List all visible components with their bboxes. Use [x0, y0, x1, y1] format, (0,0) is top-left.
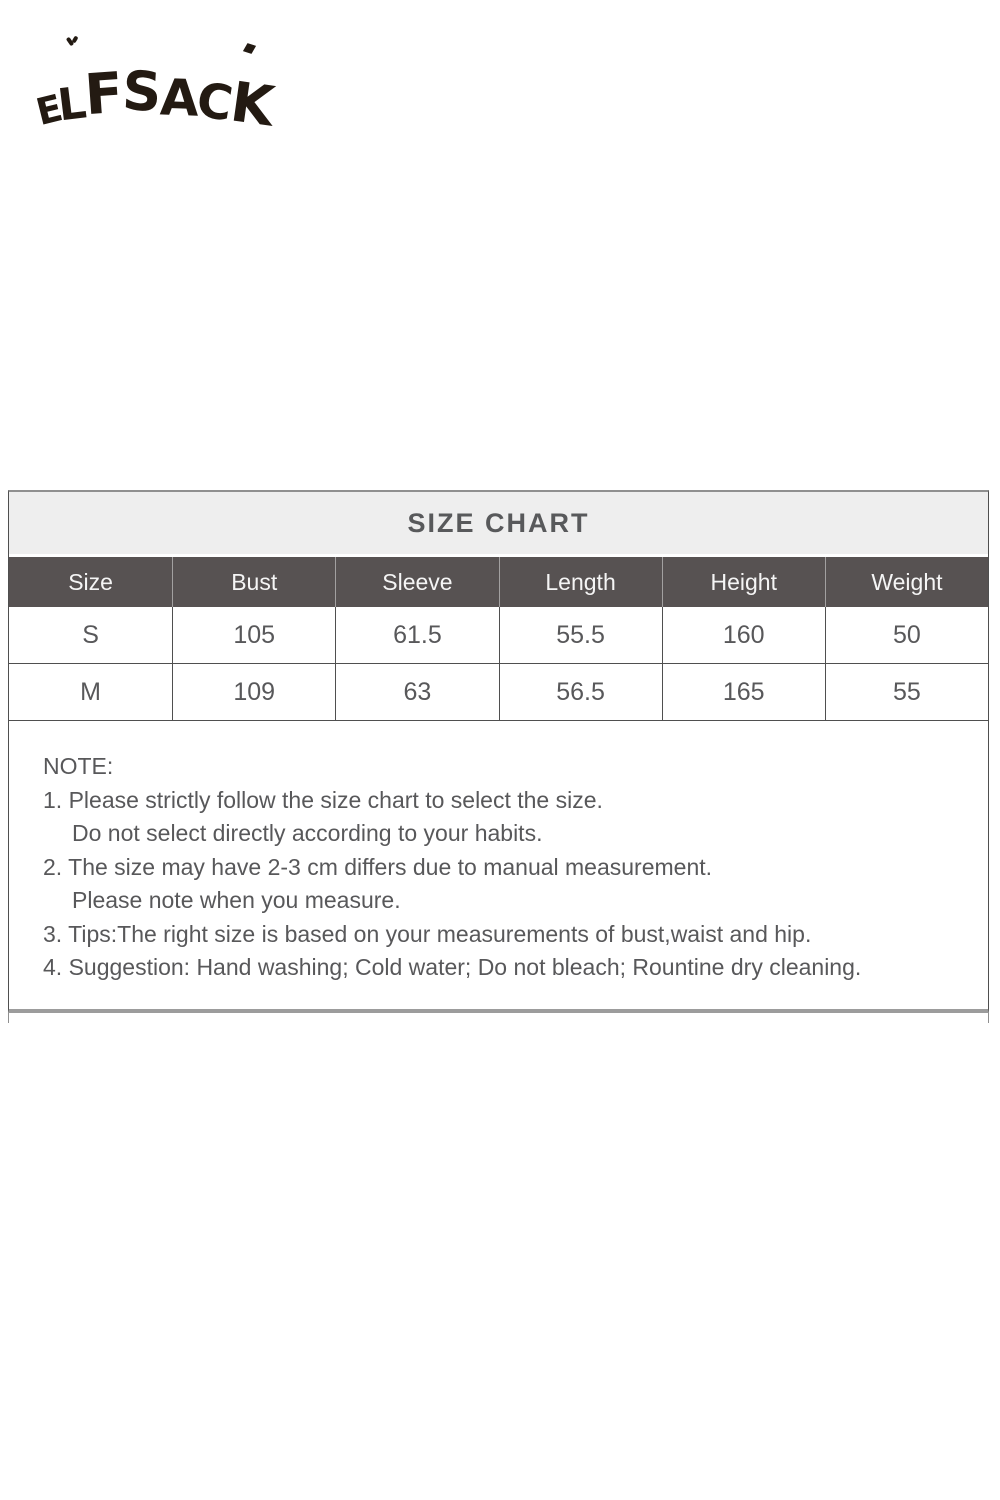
logo-letter: L	[55, 77, 88, 132]
logo-accent-mark	[66, 36, 78, 46]
cell-weight: 50	[825, 607, 988, 663]
cell-height: 165	[662, 664, 825, 720]
size-chart-notes	[9, 721, 988, 1011]
logo-letter: E	[31, 86, 65, 135]
logo-letter: S	[120, 59, 161, 124]
table-row-size-s	[9, 607, 988, 664]
cell-sleeve: 63	[335, 664, 498, 720]
logo-letter: K	[227, 69, 277, 139]
cell-bust: 105	[172, 607, 335, 663]
logo-letter: F	[82, 60, 124, 129]
column-header-weight: Weight	[825, 557, 988, 607]
logo-letter: C	[193, 71, 235, 133]
column-header-bust: Bust	[172, 557, 335, 607]
cell-weight: 55	[825, 664, 988, 720]
note-line: 1. Please strictly follow the size chart to select the size.	[43, 786, 603, 813]
note-heading: NOTE:	[43, 753, 114, 779]
column-header-height: Height	[662, 557, 825, 607]
logo-letter: A	[158, 68, 198, 128]
cell-length: 55.5	[499, 607, 662, 663]
note-line: Please note when you measure.	[72, 887, 401, 913]
column-header-length: Length	[499, 557, 662, 607]
cell-size: S	[82, 620, 99, 649]
cell-height: 160	[662, 607, 825, 663]
column-header-sleeve: Sleeve	[335, 557, 498, 607]
note-line: 2. The size may have 2-3 cm differs due to manual measurement.	[43, 853, 713, 880]
divider	[8, 1013, 9, 1023]
cell-bust: 109	[172, 664, 335, 720]
brand-logo	[31, 40, 277, 139]
cell-sleeve: 61.5	[335, 607, 498, 663]
column-header-size: Size	[68, 568, 113, 595]
logo-accent-mark	[243, 43, 256, 54]
note-line: 3. Tips:The right size is based on your measurements of bust,waist and hip.	[43, 920, 812, 947]
note-line: 4. Suggestion: Hand washing; Cold water; Do not bleach; Rountine dry cleaning.	[43, 954, 862, 980]
size-chart-header-row	[9, 557, 988, 607]
size-chart-title: SIZE CHART	[9, 492, 988, 554]
cell-length: 56.5	[499, 664, 662, 720]
size-chart-panel	[8, 490, 989, 1013]
divider	[988, 1013, 989, 1023]
cell-size: M	[80, 677, 101, 706]
table-row-size-m	[9, 664, 988, 721]
note-line: Do not select directly according to your habits.	[72, 820, 543, 846]
